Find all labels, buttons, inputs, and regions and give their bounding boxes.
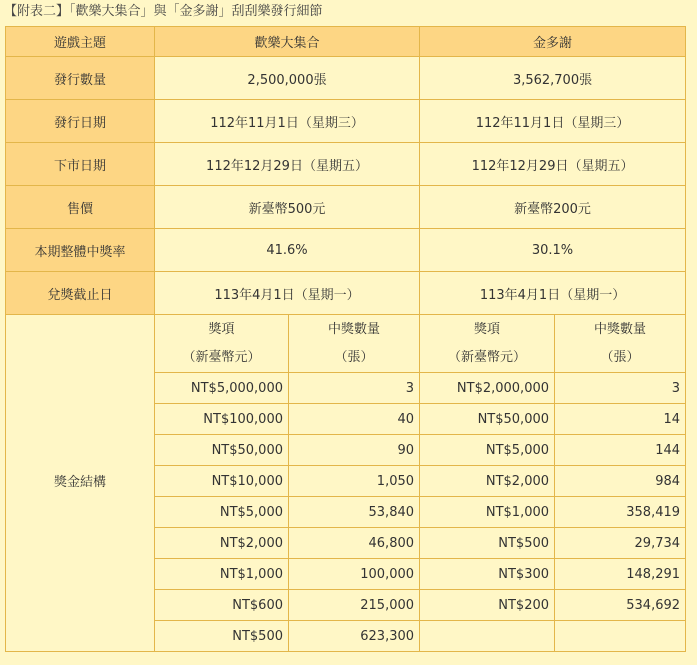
game-b-prize: NT$50,000: [420, 404, 555, 435]
info-row-label: 下市日期: [6, 143, 155, 186]
theme-header-label: 遊戲主題: [6, 27, 155, 57]
game-a-count: 46,800: [289, 528, 420, 559]
info-row-label: 售價: [6, 186, 155, 229]
game-b-value: 112年11月1日（星期三）: [420, 100, 686, 143]
game-a-count: 215,000: [289, 590, 420, 621]
game-b-count: 144: [555, 435, 686, 466]
game-a-count: 3: [289, 373, 420, 404]
game-b-count: 29,734: [555, 528, 686, 559]
game-a-prize: NT$10,000: [155, 466, 289, 497]
game-a-count: 90: [289, 435, 420, 466]
info-row-label: 發行數量: [6, 57, 155, 100]
game-b-prize-col-header-line2: （新臺幣元）: [448, 349, 527, 365]
game-b-prize: NT$2,000,000: [420, 373, 555, 404]
lottery-detail-table: [5, 26, 686, 652]
game-b-value: 113年4月1日（星期一）: [420, 272, 686, 315]
game-b-value: 3,562,700張: [420, 57, 686, 100]
game-a-prize-col-header-line1: 獎項: [208, 321, 235, 337]
game-b-prize: NT$2,000: [420, 466, 555, 497]
game-a-count-col-header-line1: 中獎數量: [328, 321, 381, 337]
info-row: [6, 272, 686, 315]
game-a-count: 623,300: [289, 621, 420, 652]
game-b-count-col-header: [555, 315, 686, 373]
info-row: [6, 57, 686, 100]
info-row: [6, 143, 686, 186]
game-a-header: 歡樂大集合: [155, 27, 420, 57]
info-row: [6, 186, 686, 229]
prize-structure-label: 獎金結構: [6, 315, 155, 652]
game-b-count-col-header-line2: （張）: [600, 349, 640, 365]
info-row: [6, 100, 686, 143]
game-a-count: 100,000: [289, 559, 420, 590]
game-b-prize-col-header: [420, 315, 555, 373]
game-b-prize: NT$200: [420, 590, 555, 621]
game-b-prize: NT$500: [420, 528, 555, 559]
game-a-count: 1,050: [289, 466, 420, 497]
game-b-prize: NT$300: [420, 559, 555, 590]
info-row-label: 兌獎截止日: [6, 272, 155, 315]
game-a-prize: NT$100,000: [155, 404, 289, 435]
game-b-prize: NT$5,000: [420, 435, 555, 466]
game-b-header: 金多謝: [420, 27, 686, 57]
game-a-value: 113年4月1日（星期一）: [155, 272, 420, 315]
game-b-prize: NT$1,000: [420, 497, 555, 528]
header-row: [6, 27, 686, 57]
game-a-value: 2,500,000張: [155, 57, 420, 100]
game-a-value: 新臺幣500元: [155, 186, 420, 229]
table-caption: 【附表二】「歡樂大集合」與「金多謝」刮刮樂發行細節: [4, 4, 323, 19]
game-b-prize-col-header-line1: 獎項: [474, 321, 501, 337]
game-a-prize-col-header-line2: （新臺幣元）: [182, 349, 261, 365]
game-b-value: 30.1%: [420, 229, 686, 272]
game-b-count: 534,692: [555, 590, 686, 621]
game-b-count: 148,291: [555, 559, 686, 590]
game-a-value: 41.6%: [155, 229, 420, 272]
game-a-value: 112年11月1日（星期三）: [155, 100, 420, 143]
game-a-prize-col-header: [155, 315, 289, 373]
game-b-prize: [420, 621, 555, 652]
game-a-count: 53,840: [289, 497, 420, 528]
game-a-value: 112年12月29日（星期五）: [155, 143, 420, 186]
game-b-count-col-header-line1: 中獎數量: [594, 321, 647, 337]
game-a-prize: NT$1,000: [155, 559, 289, 590]
game-a-count: 40: [289, 404, 420, 435]
game-a-prize: NT$500: [155, 621, 289, 652]
info-row-label: 發行日期: [6, 100, 155, 143]
game-b-value: 新臺幣200元: [420, 186, 686, 229]
game-b-count: 3: [555, 373, 686, 404]
game-a-prize: NT$5,000,000: [155, 373, 289, 404]
info-row-label: 本期整體中獎率: [6, 229, 155, 272]
game-a-prize: NT$2,000: [155, 528, 289, 559]
game-b-count: 984: [555, 466, 686, 497]
info-row: [6, 229, 686, 272]
game-a-prize: NT$50,000: [155, 435, 289, 466]
game-b-value: 112年12月29日（星期五）: [420, 143, 686, 186]
game-a-count-col-header-line2: （張）: [334, 349, 374, 365]
game-a-count-col-header: [289, 315, 420, 373]
game-b-count: 358,419: [555, 497, 686, 528]
prize-subheader-row: [6, 315, 686, 373]
game-b-count: 14: [555, 404, 686, 435]
game-a-prize: NT$600: [155, 590, 289, 621]
game-b-count: [555, 621, 686, 652]
game-a-prize: NT$5,000: [155, 497, 289, 528]
